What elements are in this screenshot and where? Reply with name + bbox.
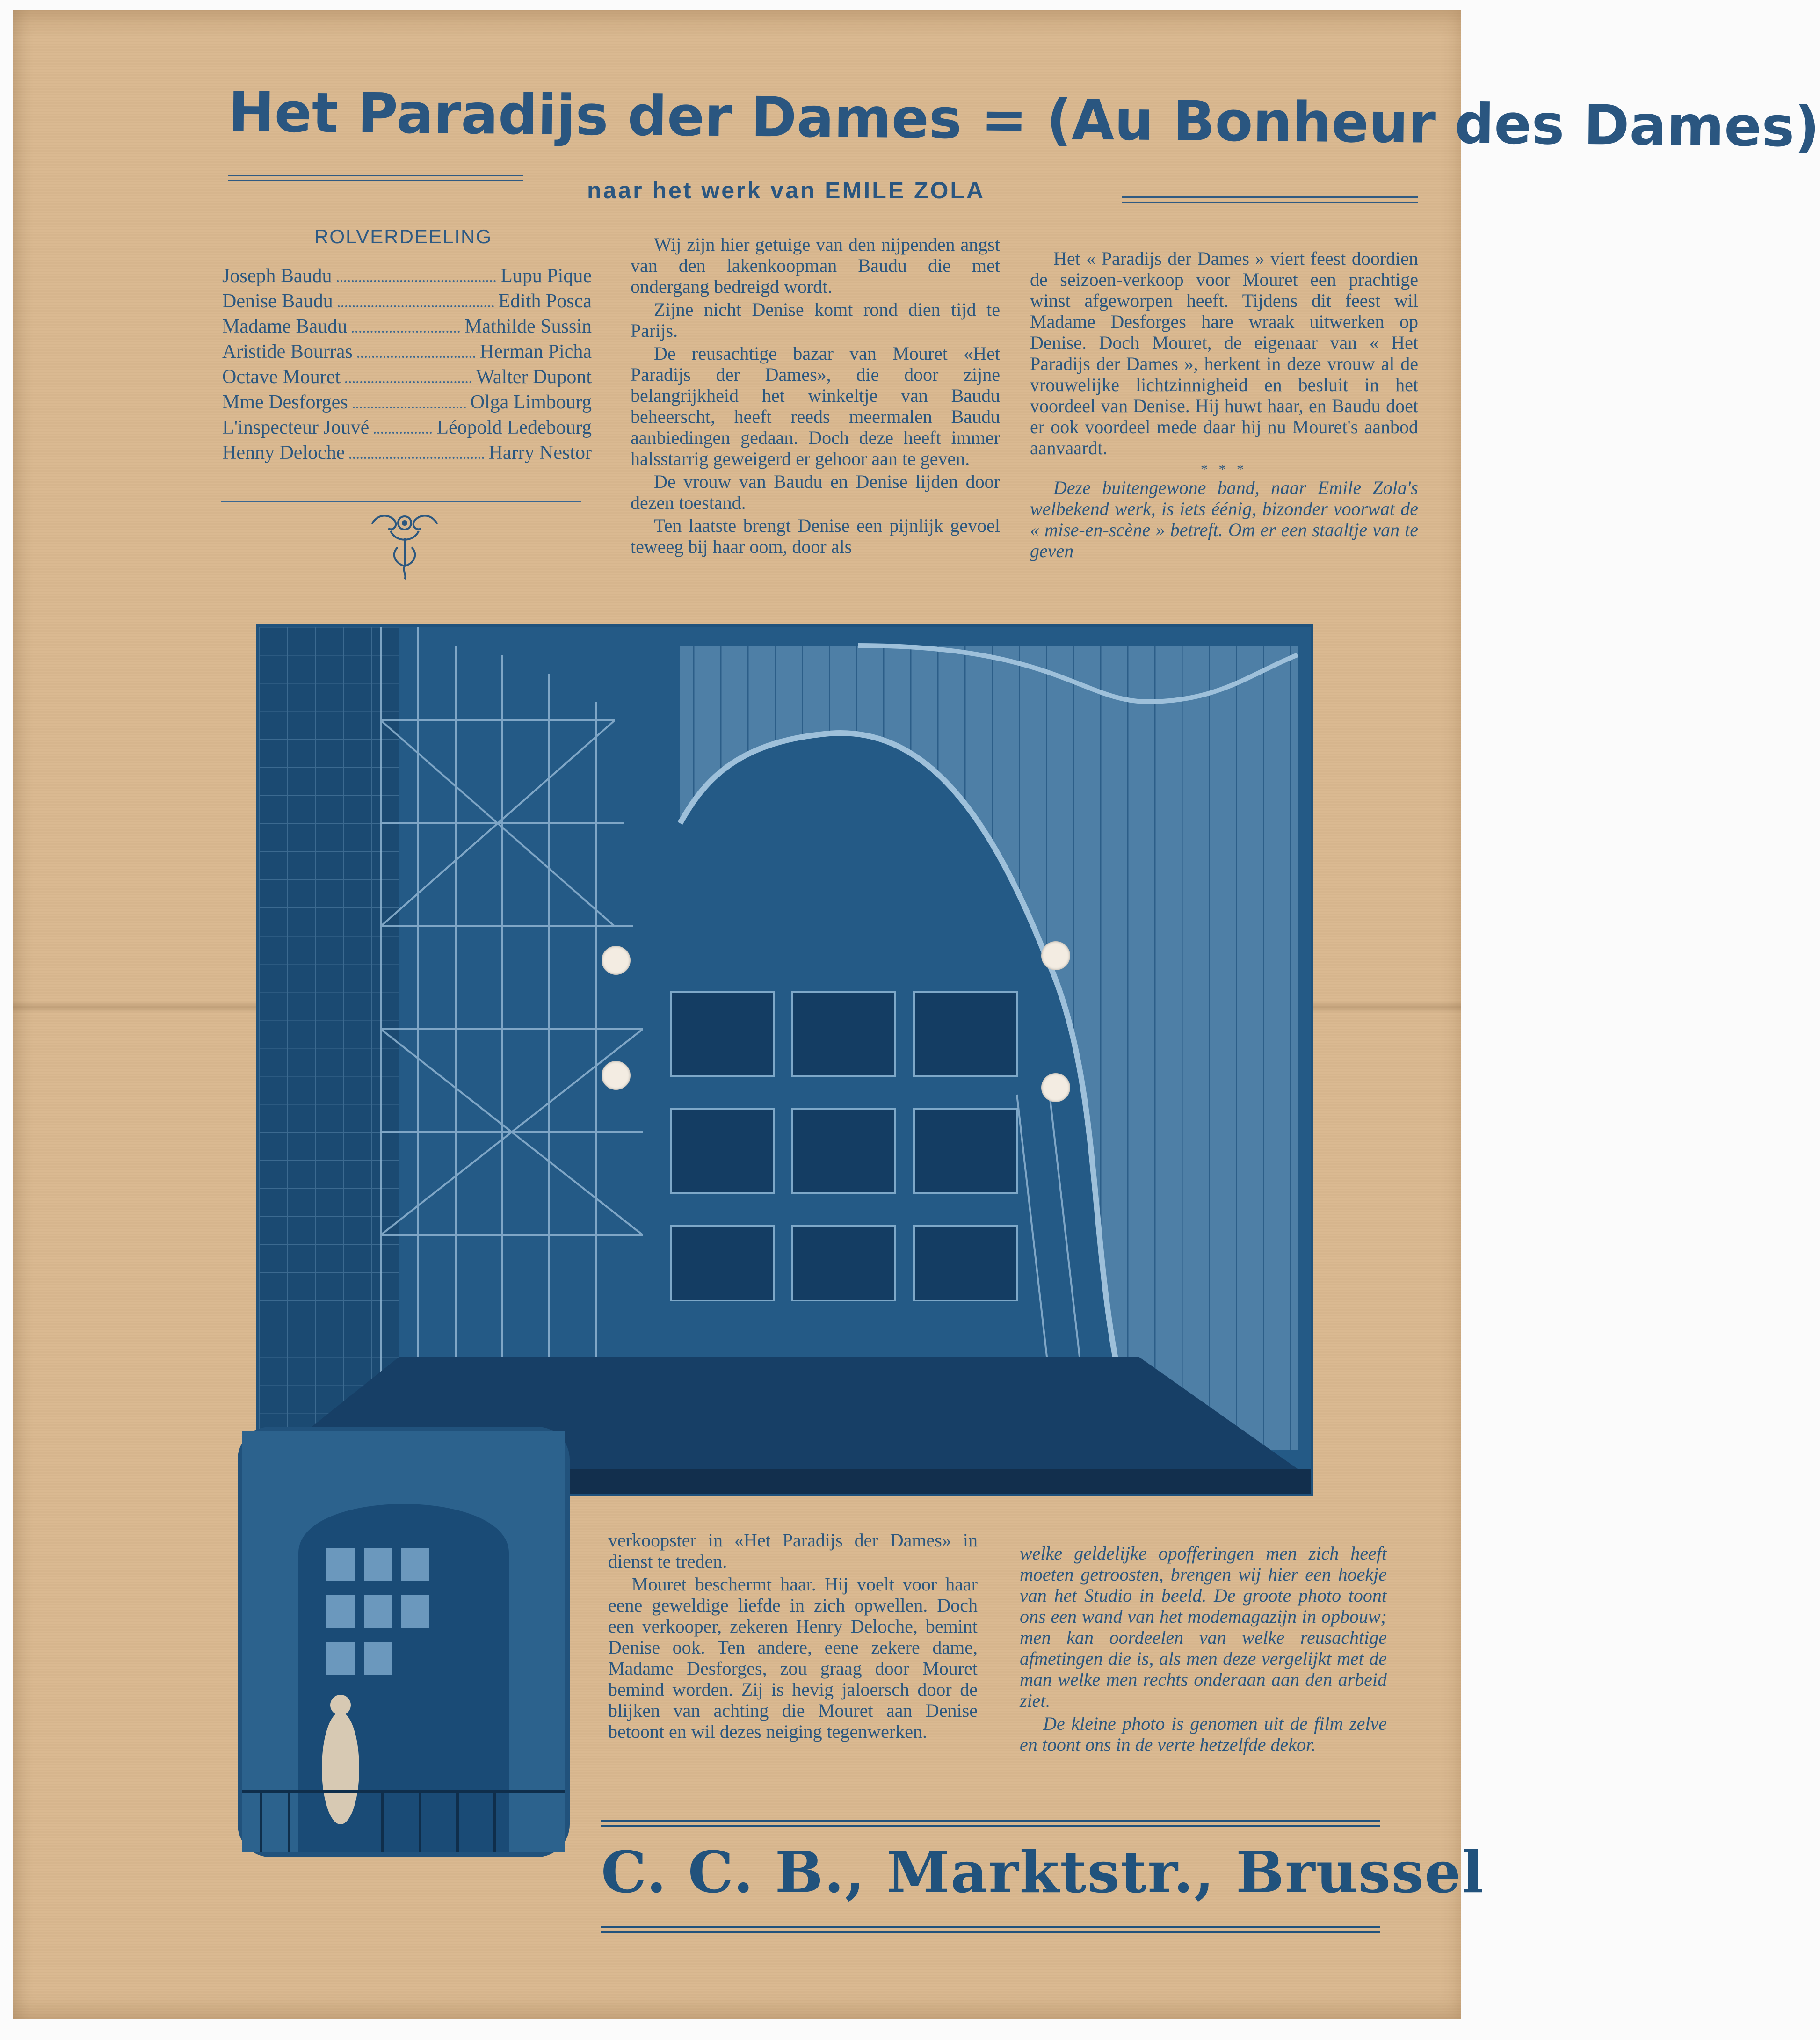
- article-column-right-bottom: [1020, 1543, 1387, 1757]
- small-photo: [238, 1427, 570, 1857]
- paragraph: verkoopster in «Het Paradijs der Dames» in dienst te treden.: [608, 1530, 978, 1572]
- article-column-right-top: [1030, 248, 1418, 563]
- cast-role: Madame Baudu: [222, 316, 348, 337]
- subtitle: naar het werk van EMILE ZOLA: [587, 177, 986, 203]
- footer-imprint: C. C. B., Marktstr., Brussel: [601, 1838, 1485, 1906]
- cast-row: [222, 341, 592, 366]
- cast-row: [222, 290, 592, 315]
- punch-hole: [1041, 1073, 1070, 1102]
- page-title: Het Paradijs der Dames = (Au Bonheur des Dames): [228, 80, 1820, 160]
- footer-rule-bottom: [601, 1926, 1380, 1933]
- cast-list: [222, 265, 592, 467]
- section-separator: * * *: [1201, 462, 1247, 477]
- cast-actor: Harry Nestor: [488, 442, 592, 464]
- leader-dots: [352, 331, 460, 333]
- leader-dots: [349, 457, 484, 459]
- cast-actor: Edith Posca: [498, 290, 592, 312]
- leader-dots: [374, 432, 432, 434]
- main-photo: [256, 624, 1313, 1496]
- paragraph: De vrouw van Baudu en Denise lijden door dezen toestand.: [631, 471, 1000, 513]
- cast-role: Denise Baudu: [222, 290, 333, 312]
- article-column-middle-bottom: [608, 1530, 978, 1744]
- punch-hole: [1041, 941, 1070, 970]
- ornament-icon: [363, 510, 447, 580]
- cast-role: L'inspecteur Jouvé: [222, 417, 370, 438]
- paragraph: Wij zijn hier getuige van den nijpenden angst van den lakenkoopman Baudu die met ondergang bedreigd wordt.: [631, 234, 1000, 297]
- cast-row: [222, 366, 592, 391]
- leader-dots: [357, 356, 475, 358]
- cast-role: Joseph Baudu: [222, 265, 332, 287]
- paragraph-italic: welke geldelijke opofferingen men zich heeft moeten getroosten, brengen wij hier een hoekje van het Studio in beeld. De groote photo toont ons een wand van het modemagazijn in opbouw; men kan oordeelen van welke reusachtige afmetingen die is, als men deze vergelijkt met de man welke men rechts onderaan aan den arbeid ziet.: [1020, 1543, 1387, 1711]
- paragraph-italic: Deze buitengewone band, naar Emile Zola's welbekend werk, is iets éénig, bizonder voorwat de « mise-en-scène » betreft. Om er een staaltje van te geven: [1030, 477, 1418, 561]
- cast-row: [222, 442, 592, 467]
- article-column-middle-top: [631, 234, 1000, 559]
- cast-role: Aristide Bourras: [222, 341, 353, 363]
- cast-actor: Léopold Ledebourg: [436, 417, 592, 438]
- cast-actor: Mathilde Sussin: [464, 316, 592, 337]
- title-rule-right: [1122, 196, 1418, 203]
- leader-dots: [337, 280, 496, 282]
- paragraph: Zijne nicht Denise komt rond dien tijd te Parijs.: [631, 299, 1000, 341]
- leader-dots: [338, 305, 494, 307]
- cast-row: [222, 315, 592, 341]
- paragraph-italic: De kleine photo is genomen uit de film zelve en toont ons in de verte hetzelfde dekor.: [1020, 1713, 1387, 1755]
- cast-divider: [221, 501, 581, 502]
- cast-role: Octave Mouret: [222, 366, 341, 388]
- paragraph: Ten laatste brengt Denise een pijnlijk gevoel teweeg bij haar oom, door als: [631, 515, 1000, 557]
- leader-dots: [353, 407, 466, 408]
- paragraph: Mouret beschermt haar. Hij voelt voor haar eene geweldige liefde in zich opwellen. Doch een verkooper, zekeren Henry Deloche, bemint Denise ook. Ten andere, eene zekere dame, Madame Desforges, zou graag door Mouret bemind worden. Zij is hevig jaloersch door de blijken van achting die Mouret aan Denise betoont en wil dezes neiging tegenwerken.: [608, 1574, 978, 1742]
- cast-row: [222, 265, 592, 290]
- punch-hole: [602, 1061, 631, 1090]
- cast-actor: Herman Picha: [479, 341, 592, 363]
- cast-heading: ROLVERDEELING: [314, 225, 492, 247]
- cast-row: [222, 391, 592, 416]
- paragraph: Het « Paradijs der Dames » viert feest doordien de seizoen-verkoop voor Mouret een prachtige winst afgeworpen heeft. Tijdens dit feest wil Madame Desforges hare wraak uitwerken op Denise. Doch Mouret, de eigenaar van « Het Paradijs der Dames », herkent in deze vrouw al de vrouwelijke lichtzinnigheid en besluit in het voordeel van Denise. Hij huwt haar, en Baudu doet er ook voordeel mede daar hij nu Mouret's aanbod aanvaardt.: [1030, 248, 1418, 458]
- cast-row: [222, 416, 592, 442]
- cast-actor: Walter Dupont: [476, 366, 592, 388]
- cast-actor: Lupu Pique: [500, 265, 592, 287]
- leader-dots: [345, 381, 471, 383]
- cast-role: Henny Deloche: [222, 442, 345, 464]
- cast-actor: Olga Limbourg: [470, 392, 592, 413]
- paragraph: De reusachtige bazar van Mouret «Het Paradijs der Dames», die door zijne belangrijkheid het winkeltje van Baudu beheerscht, heeft reeds meermalen Baudu aanbiedingen gedaan. Doch deze heeft immer halsstarrig geweigerd er gehoor aan te geven.: [631, 343, 1000, 469]
- footer-rule-top: [601, 1820, 1380, 1827]
- cast-role: Mme Desforges: [222, 392, 348, 413]
- punch-hole: [602, 946, 631, 975]
- title-rule-left: [228, 175, 523, 181]
